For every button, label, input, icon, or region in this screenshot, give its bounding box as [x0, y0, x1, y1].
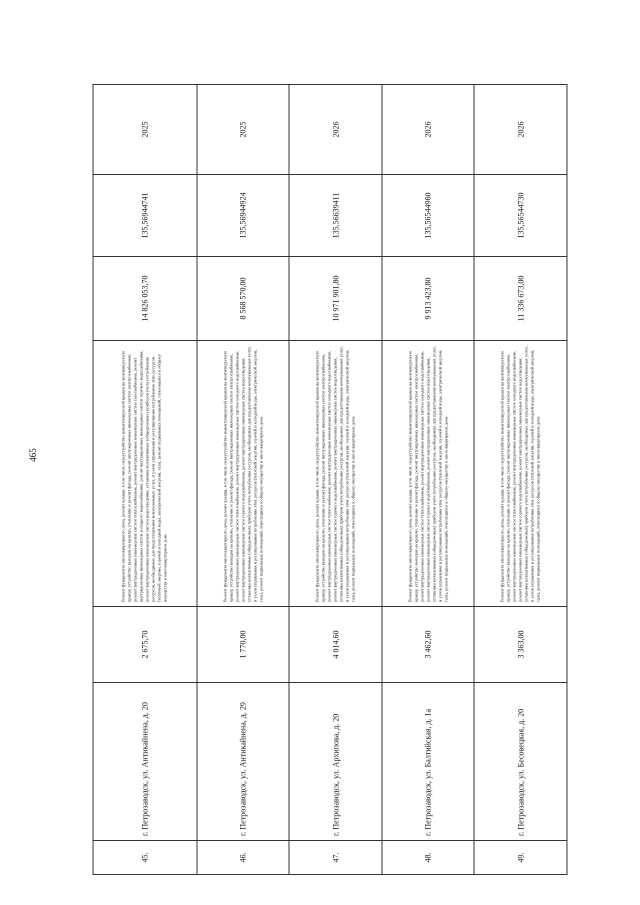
row-works: Ремонт фундамента многоквартирного дома, ремонт крыши, в том числе переустройство невентилируемой крыши на вентилируемую крышу, устройство выходов на кровлю, утепление и ремонт фасада, ремонт внутридомовых инженерных систем электроснабжения, ремонт внутридомовых инженерных систем теплоснабжения, ремонт внутридомовых инженерных систем холодного водоснабжения, ремонт внутридомовых инженерных систем горячего водоснабжения, ремонт внутридомовых инженерных систем водоотведения, установка коллективных (общедомовых) приборов учета потребления ресурсов, необходимых для предоставления коммунальных услуг, и узлов управления и регулирования потребления этих ресурсов (тепловой энергии, горячей и холодной воды, электрической энергии, газа), ремонт подвальных помещений, относящихся к общему имуществу в многоквартирном доме — [289, 341, 382, 607]
row-cost: 14 826 053,70 — [93, 257, 197, 341]
row-year: 2026 — [382, 85, 475, 175]
row-cost: 8 568 570,00 — [197, 257, 290, 341]
row-number: 45. — [93, 841, 197, 875]
row-address: г. Петрозаводск, ул. Бесовецкая, д. 20 — [474, 683, 567, 841]
page-number: 465 — [28, 448, 38, 462]
row-address: г. Петрозаводск, ул. Антикайнена, д. 29 — [197, 683, 290, 841]
row-works: Ремонт фундамента многоквартирного дома, ремонт крыши, в том числе переустройство невентилируемой крыши на вентилируемую крышу, устройство выходов на кровлю, утепление и ремонт фасада, ремонт внутридомовых инженерных систем электроснабжения, ремонт внутридомовых инженерных систем теплоснабжения, ремонт внутридомовых инженерных систем холодного водоснабжения, ремонт внутридомовых инженерных систем горячего водоснабжения, ремонт внутридомовых инженерных систем водоотведения, установка коллективных (общедомовых) приборов учета потребления ресурсов, необходимых для предоставления коммунальных услуг, и узлов управления и регулирования потребления этих ресурсов (тепловой энергии, горячей и холодной воды, электрической энергии, газа), ремонт подвальных помещений, относящихся к общему имуществу в многоквартирном доме — [197, 341, 290, 607]
row-number: 49. — [474, 841, 567, 875]
row-year: 2025 — [93, 85, 197, 175]
row-works: Ремонт фундамента многоквартирного дома, ремонт крыши, в том числе переустройство невентилируемой крыши на вентилируемую крышу, устройство выходов на кровлю, утепление и ремонт фасада, ремонт внутридомовых инженерных систем электроснабжения, ремонт внутридомовых инженерных систем теплоснабжения, ремонт внутридомовых инженерных систем газоснабжения, ремонт внутридомовых инженерных систем холодного водоснабжения, ремонт внутридомовых инженерных систем горячего водоснабжения, ремонт внутридомовых инженерных систем водоотведения, установка коллективных (общедомовых) приборов учета потребления ресурсов, необходимых для предоставления коммунальных услуг, и узлов управления и регулирования потребления этих ресурсов (тепловой энергии, горячей и холодной воды, электрической энергии, газа), ремонт подвальных помещений, относящихся к общему имуществу в многоквартирном доме — [93, 341, 197, 607]
works-table — [93, 84, 568, 875]
row-unit-cost: 135,56639411 — [289, 175, 382, 257]
row-area: 3 462,60 — [382, 607, 475, 683]
row-address: г. Петрозаводск, ул. Антикайнена, д. 20 — [93, 683, 197, 841]
row-year: 2025 — [197, 85, 290, 175]
row-cost: 9 913 423,80 — [382, 257, 475, 341]
table-row — [382, 85, 475, 875]
row-cost: 10 971 901,80 — [289, 257, 382, 341]
works-table-rotated — [93, 85, 568, 875]
row-unit-cost: 135,56944741 — [93, 175, 197, 257]
row-area: 1 770,00 — [197, 607, 290, 683]
row-works: Ремонт фундамента многоквартирного дома, ремонт крыши, в том числе переустройство невентилируемой крыши на вентилируемую крышу, устройство выходов на кровлю, утепление и ремонт фасада, ремонт внутридомовых инженерных систем электроснабжения, ремонт внутридомовых инженерных систем теплоснабжения, ремонт внутридомовых инженерных систем холодного водоснабжения, ремонт внутридомовых инженерных систем горячего водоснабжения, ремонт внутридомовых инженерных систем водоотведения, установка коллективных (общедомовых) приборов учета потребления ресурсов, необходимых для предоставления коммунальных услуг, и узлов управления и регулирования потребления этих ресурсов (тепловой энергии, горячей и холодной воды, электрической энергии, газа), ремонт подвальных помещений, относящихся к общему имуществу в многоквартирном доме — [382, 341, 475, 607]
table-row — [93, 85, 197, 875]
table-row — [474, 85, 567, 875]
row-number: 48. — [382, 841, 475, 875]
row-area: 3 363,00 — [474, 607, 567, 683]
row-address: г. Петрозаводск, ул. Балтийская, д. 1а — [382, 683, 475, 841]
row-year: 2026 — [474, 85, 567, 175]
row-number: 46. — [197, 841, 290, 875]
row-cost: 11 336 673,00 — [474, 257, 567, 341]
row-works: Ремонт фундамента многоквартирного дома, ремонт крыши, в том числе переустройство невентилируемой крыши на вентилируемую крышу, устройство выходов на кровлю, утепление и ремонт фасада, ремонт внутридомовых инженерных систем электроснабжения, ремонт внутридомовых инженерных систем теплоснабжения, ремонт внутридомовых инженерных систем холодного водоснабжения, ремонт внутридомовых инженерных систем горячего водоснабжения, ремонт внутридомовых инженерных систем водоотведения, установка коллективных (общедомовых) приборов учета потребления ресурсов, необходимых для предоставления коммунальных услуг, и узлов управления и регулирования потребления этих ресурсов (тепловой энергии, горячей и холодной воды, электрической энергии, газа), ремонт подвальных помещений, относящихся к общему имуществу в многоквартирном доме — [474, 341, 567, 607]
row-unit-cost: 135,56544730 — [474, 175, 567, 257]
row-address: г. Петрозаводск, ул. Архипова, д. 20 — [289, 683, 382, 841]
row-area: 4 014,60 — [289, 607, 382, 683]
row-area: 2 675,70 — [93, 607, 197, 683]
row-number: 47. — [289, 841, 382, 875]
table-row — [289, 85, 382, 875]
row-unit-cost: 135,56544960 — [382, 175, 475, 257]
row-year: 2026 — [289, 85, 382, 175]
table-row — [197, 85, 290, 875]
row-unit-cost: 135,56944924 — [197, 175, 290, 257]
